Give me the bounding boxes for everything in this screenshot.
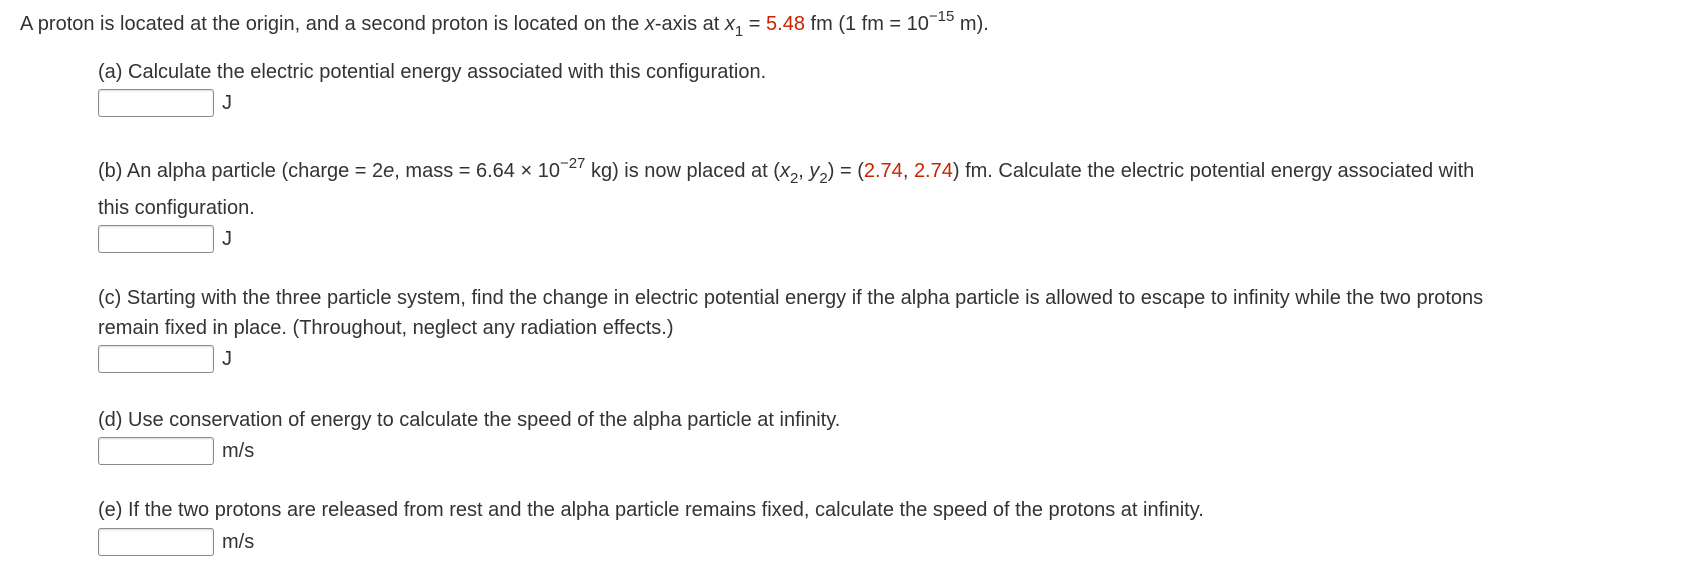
- part-a-answer: [98, 86, 232, 120]
- part-d-question: (d) Use conservation of energy to calculate the speed of the alpha particle at infinity.: [98, 409, 841, 431]
- part-b-question-line2: this configuration.: [98, 197, 255, 219]
- part-a-question: (a) Calculate the electric potential energy associated with this configuration.: [98, 61, 767, 83]
- part-b-unit: J: [222, 227, 232, 250]
- part-e-question: (e) If the two protons are released from rest and the alpha particle remains fixed, calculate the speed of the protons at infinity.: [98, 499, 1204, 521]
- part-d-answer: [98, 434, 254, 468]
- part-c-unit: J: [222, 347, 232, 370]
- part-a-input[interactable]: [98, 89, 214, 117]
- part-e-answer: [98, 525, 254, 559]
- part-b-answer: [98, 222, 232, 256]
- part-d-input[interactable]: [98, 437, 214, 465]
- part-c-answer: [98, 342, 232, 376]
- part-b-input[interactable]: [98, 225, 214, 253]
- part-c-question: (c) Starting with the three particle system, find the change in electric potential energy if the alpha particle is allowed to escape to infinity while the two protons: [98, 287, 1484, 309]
- part-a-unit: J: [222, 91, 232, 114]
- x1-value: 5.48: [766, 13, 805, 35]
- part-b-question: (b) An alpha particle (charge = 2e, mass = $6.64 \times 10^{-27}$ kg) is now placed at ($x_2$, $y_2) = (2.74$, 2.74) fm. Calculate the electric potential energy associated with: [98, 155, 1475, 187]
- part-c-question-line2: remain fixed in place. (Throughout, neglect any radiation effects.): [98, 317, 674, 339]
- part-e-unit: m/s: [222, 530, 255, 553]
- part-e-input[interactable]: [98, 528, 214, 556]
- part-c-input[interactable]: [98, 345, 214, 373]
- part-d-unit: m/s: [222, 439, 255, 462]
- problem-intro: A proton is located at the origin, and a second proton is located on the x-axis at $x_1 = 5.48$ fm (1 fm = $10^{-15}$ m).: [20, 8, 989, 40]
- x2-value: 2.74: [863, 160, 903, 182]
- y2-value: 2.74: [913, 160, 953, 182]
